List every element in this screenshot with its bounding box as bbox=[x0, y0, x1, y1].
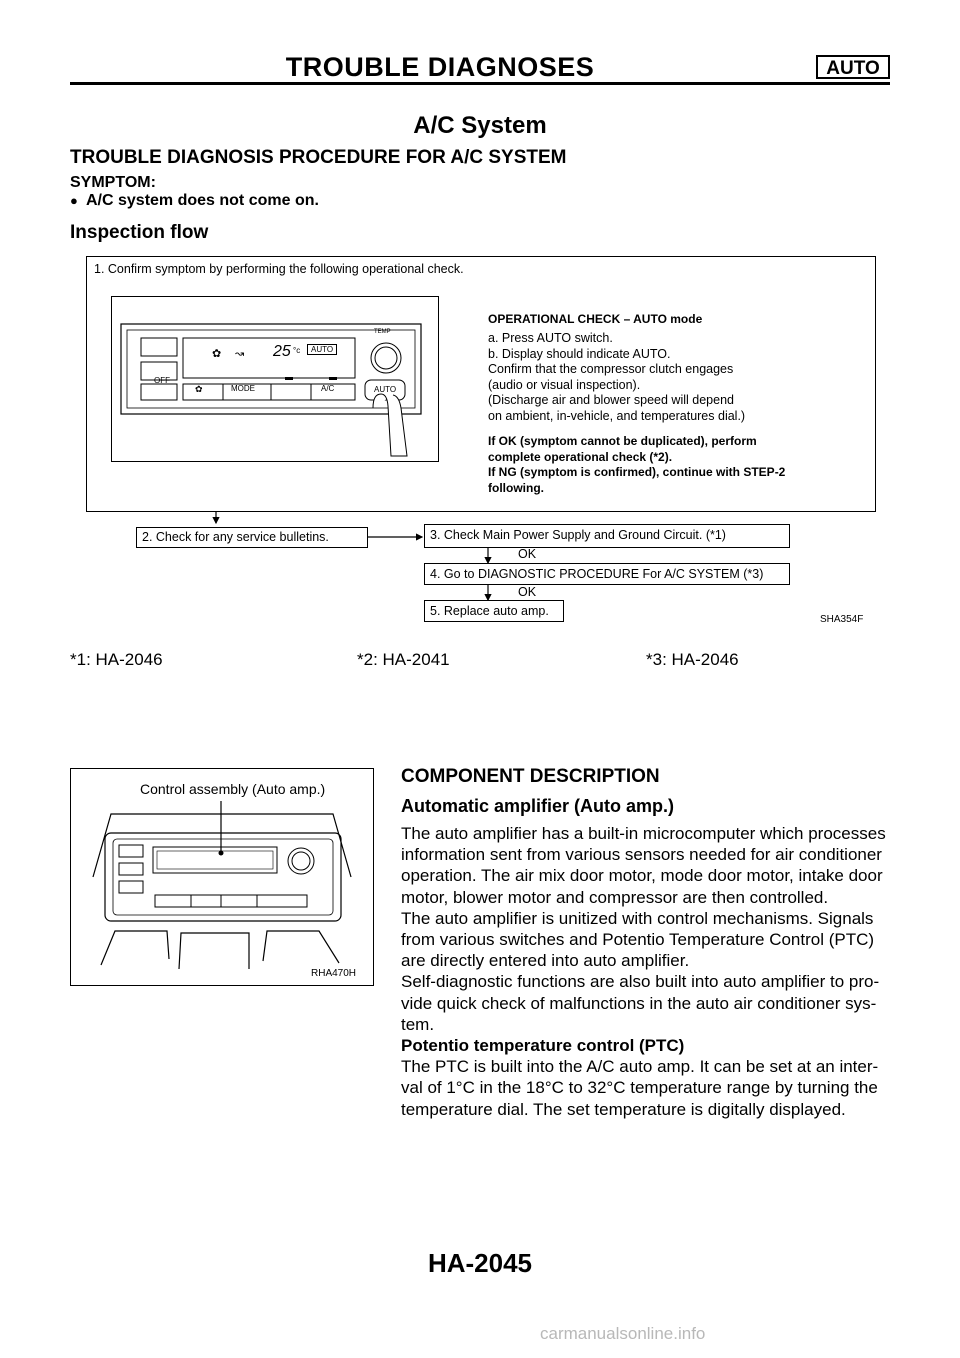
op-line: on ambient, in-vehicle, and temperatures dial.) bbox=[488, 408, 746, 423]
op-line: a. Press AUTO switch. bbox=[488, 331, 613, 345]
text-line: temperature dial. The set temperature is digitally displayed. bbox=[401, 1099, 846, 1119]
component-paragraph bbox=[401, 823, 901, 1120]
watermark: carmanualsonline.info bbox=[540, 1324, 706, 1343]
reference-2: *2: HA-2041 bbox=[357, 650, 450, 669]
text-line: val of 1°C in the 18°C to 32°C temperature range by turning the bbox=[401, 1078, 878, 1098]
fan-small-icon: ✿ bbox=[195, 384, 203, 394]
auto-badge: AUTO bbox=[816, 55, 890, 79]
step4-text: 4. Go to DIAGNOSTIC PROCEDURE For A/C SYSTEM (*3) bbox=[430, 567, 764, 581]
header-rule bbox=[70, 82, 890, 85]
text-line: The PTC is built into the A/C auto amp. It can be set at an inter- bbox=[401, 1057, 879, 1077]
fan-icon: ✿ bbox=[212, 348, 222, 360]
text-line: tem. bbox=[401, 1014, 435, 1034]
component-subtitle: Automatic amplifier (Auto amp.) bbox=[401, 796, 675, 816]
op-check-lines bbox=[488, 331, 745, 424]
step4-box bbox=[424, 563, 790, 585]
airflow-icon: ↝ bbox=[235, 348, 245, 360]
step2-box bbox=[136, 527, 368, 548]
panel-off-label: OFF bbox=[154, 376, 170, 385]
page-number: HA-2045 bbox=[427, 1248, 533, 1278]
text-line: vide quick check of malfunctions in the auto air conditioner sys- bbox=[401, 993, 877, 1013]
ptc-title: Potentio temperature control (PTC) bbox=[401, 1036, 685, 1056]
bullet-icon: ● bbox=[70, 193, 78, 208]
panel-temp-unit: °c bbox=[293, 346, 301, 355]
symptom-text: A/C system does not come on. bbox=[86, 192, 319, 209]
reference-1: *1: HA-2046 bbox=[70, 650, 163, 669]
result-line: complete operational check (*2). bbox=[488, 449, 673, 464]
text-line: The auto amplifier has a built-in microcomputer which processes bbox=[401, 824, 886, 843]
panel-temp-display: 25 bbox=[273, 343, 291, 360]
figure-label: Control assembly (Auto amp.) bbox=[140, 781, 326, 797]
flow-title: Inspection flow bbox=[70, 222, 209, 243]
step2-text: 2. Check for any service bulletins. bbox=[142, 530, 329, 544]
step3-text: 3. Check Main Power Supply and Ground Circuit. (*1) bbox=[430, 528, 726, 542]
procedure-title: TROUBLE DIAGNOSIS PROCEDURE FOR A/C SYSTEM bbox=[70, 147, 567, 168]
text-line: operation. The air mix door motor, mode door motor, intake door bbox=[401, 866, 883, 886]
result-line: If OK (symptom cannot be duplicated), perform bbox=[488, 434, 757, 448]
header-title: TROUBLE DIAGNOSES bbox=[285, 52, 595, 82]
reference-3: *3: HA-2046 bbox=[646, 650, 739, 669]
step1-text: 1. Confirm symptom by performing the following operational check. bbox=[94, 262, 464, 276]
control-assembly-figure bbox=[70, 768, 374, 986]
auto-amp-drawing bbox=[71, 769, 375, 987]
text-line: The auto amplifier is unitized with control mechanisms. Signals bbox=[401, 908, 874, 928]
result-line: If NG (symptom is confirmed), continue with STEP-2 bbox=[488, 465, 786, 479]
unit-outer bbox=[105, 833, 341, 921]
step5-text: 5. Replace auto amp. bbox=[430, 604, 549, 618]
section-title: A/C System bbox=[413, 112, 547, 139]
panel-auto-button: AUTO bbox=[374, 385, 397, 394]
step3-box bbox=[424, 524, 790, 548]
op-line: (audio or visual inspection). bbox=[488, 377, 641, 392]
inspection-flowchart bbox=[86, 256, 876, 636]
op-check-title: OPERATIONAL CHECK – AUTO mode bbox=[488, 312, 703, 326]
op-line: Confirm that the compressor clutch engages bbox=[488, 362, 734, 376]
figure-code-rha470h: RHA470H bbox=[311, 968, 357, 979]
text-line: from various switches and Potentio Temperature Control (PTC) bbox=[401, 930, 875, 950]
unit-inner bbox=[113, 839, 333, 915]
op-line: b. Display should indicate AUTO. bbox=[488, 346, 671, 361]
step5-box bbox=[424, 600, 564, 622]
text-line: Self-diagnostic functions are also built into auto amplifier to pro- bbox=[401, 972, 880, 992]
op-line: (Discharge air and blower speed will depend bbox=[488, 393, 734, 407]
ok1-label: OK bbox=[518, 547, 537, 561]
result-lines bbox=[488, 434, 785, 496]
panel-auto-display: AUTO bbox=[307, 344, 337, 355]
panel-mode-label: MODE bbox=[231, 384, 255, 393]
text-line: are directly entered into auto amplifier. bbox=[401, 951, 690, 971]
panel-ac-label: A/C bbox=[321, 384, 335, 393]
component-title: COMPONENT DESCRIPTION bbox=[401, 766, 660, 787]
result-line: following. bbox=[488, 480, 544, 495]
ok2-label: OK bbox=[518, 585, 537, 599]
symptom-label: SYMPTOM: bbox=[70, 174, 156, 191]
panel-temp-label: TEMP bbox=[374, 329, 391, 335]
text-line: motor, blower motor and compressor are then controlled. bbox=[401, 887, 829, 907]
figure-code-sha354f: SHA354F bbox=[820, 614, 864, 625]
text-line: information sent from various sensors needed for air conditioner bbox=[401, 845, 882, 865]
